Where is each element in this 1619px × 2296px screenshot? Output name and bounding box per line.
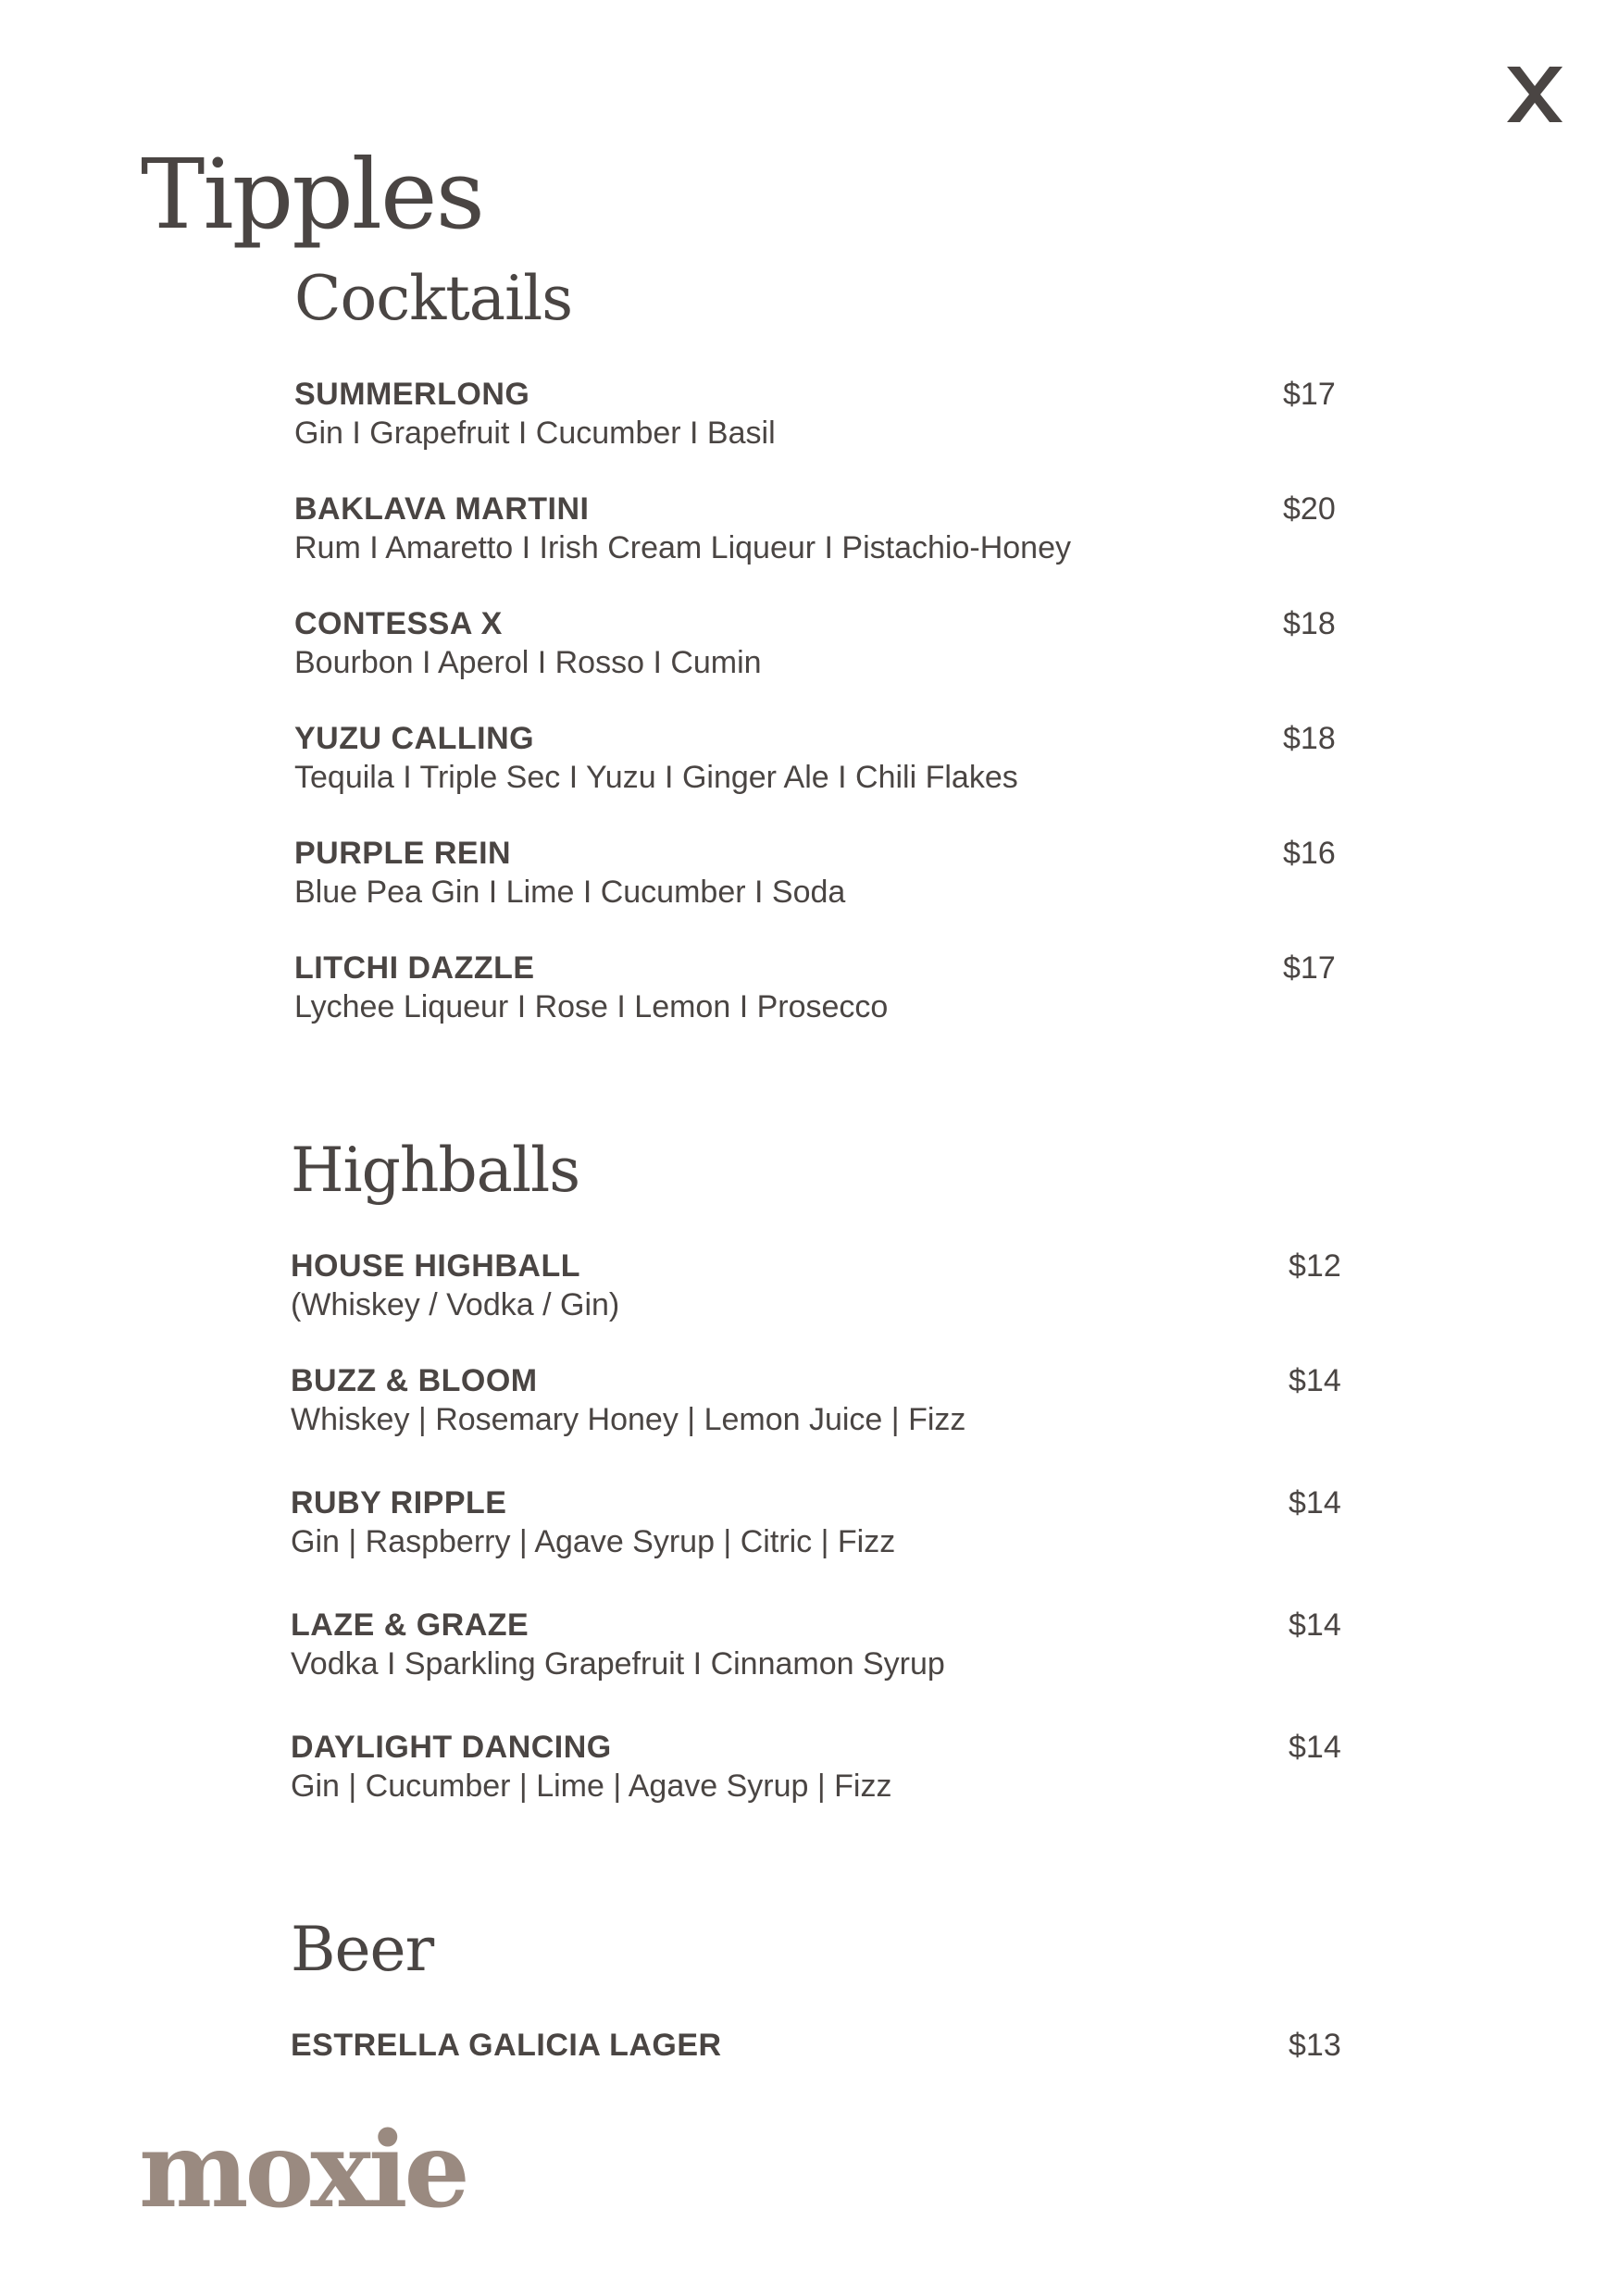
x-mark-icon — [1501, 61, 1568, 128]
item-name: ESTRELLA GALICIA LAGER — [291, 2028, 722, 2063]
brand-logo: moxie — [139, 2110, 467, 2231]
section-highballs — [291, 1135, 1341, 1843]
item-price: $14 — [1289, 1485, 1341, 1520]
item-price: $14 — [1289, 1607, 1341, 1643]
menu-item — [291, 2027, 1341, 2082]
item-price: $18 — [1283, 606, 1336, 641]
item-description: Gin I Grapefruit I Cucumber I Basil — [294, 416, 776, 451]
menu-item — [294, 835, 1340, 949]
item-description: Gin | Raspberry | Agave Syrup | Citric | Fizz — [291, 1524, 896, 1559]
item-list — [291, 1247, 1341, 1843]
section-title: Cocktails — [294, 263, 573, 334]
menu-item — [291, 1484, 1341, 1607]
page-title: Tipples — [141, 137, 483, 251]
menu-item — [294, 605, 1340, 720]
item-name: HOUSE HIGHBALL — [291, 1248, 580, 1284]
item-description: Lychee Liqueur I Rose I Lemon I Prosecco — [294, 989, 889, 1024]
item-description: Whiskey | Rosemary Honey | Lemon Juice | Fizz — [291, 1402, 966, 1437]
item-name: LAZE & GRAZE — [291, 1607, 529, 1643]
menu-item — [294, 720, 1340, 835]
item-price: $18 — [1283, 721, 1336, 756]
menu-item — [294, 949, 1340, 1064]
item-name: LITCHI DAZZLE — [294, 950, 535, 986]
item-description: Bourbon I Aperol I Rosso I Cumin — [294, 645, 762, 680]
item-description: (Whiskey / Vodka / Gin) — [291, 1287, 620, 1322]
item-price: $13 — [1289, 2028, 1341, 2063]
section-cocktails — [294, 263, 1340, 1064]
item-price: $17 — [1283, 377, 1336, 412]
item-description: Vodka I Sparkling Grapefruit I Cinnamon Syrup — [291, 1646, 945, 1682]
item-name: BUZZ & BLOOM — [291, 1363, 538, 1398]
menu-item — [291, 1729, 1341, 1843]
item-name: CONTESSA X — [294, 606, 503, 641]
item-description: Tequila I Triple Sec I Yuzu I Ginger Ale I Chili Flakes — [294, 760, 1018, 795]
section-title: Highballs — [291, 1135, 580, 1206]
section-beer — [291, 1914, 1341, 2082]
item-price: $16 — [1283, 836, 1336, 871]
menu-item — [291, 1247, 1341, 1362]
item-name: SUMMERLONG — [294, 377, 530, 412]
item-price: $17 — [1283, 950, 1336, 986]
item-description: Gin | Cucumber | Lime | Agave Syrup | Fizz — [291, 1769, 892, 1804]
item-name: DAYLIGHT DANCING — [291, 1730, 612, 1765]
item-name: RUBY RIPPLE — [291, 1485, 507, 1520]
menu-item — [294, 490, 1340, 605]
item-description: Rum I Amaretto I Irish Cream Liqueur I Pistachio-Honey — [294, 530, 1071, 565]
item-name: BAKLAVA MARTINI — [294, 491, 590, 527]
item-price: $14 — [1289, 1730, 1341, 1765]
item-description: Blue Pea Gin I Lime I Cucumber I Soda — [294, 875, 846, 910]
item-name: PURPLE REIN — [294, 836, 512, 871]
menu-item — [291, 1607, 1341, 1729]
menu-item — [294, 376, 1340, 490]
menu-item — [291, 1362, 1341, 1484]
item-price: $12 — [1289, 1248, 1341, 1284]
item-name: YUZU CALLING — [294, 721, 535, 756]
item-list — [291, 2027, 1341, 2082]
item-price: $20 — [1283, 491, 1336, 527]
item-price: $14 — [1289, 1363, 1341, 1398]
section-title: Beer — [291, 1914, 434, 1985]
item-list — [294, 376, 1340, 1064]
